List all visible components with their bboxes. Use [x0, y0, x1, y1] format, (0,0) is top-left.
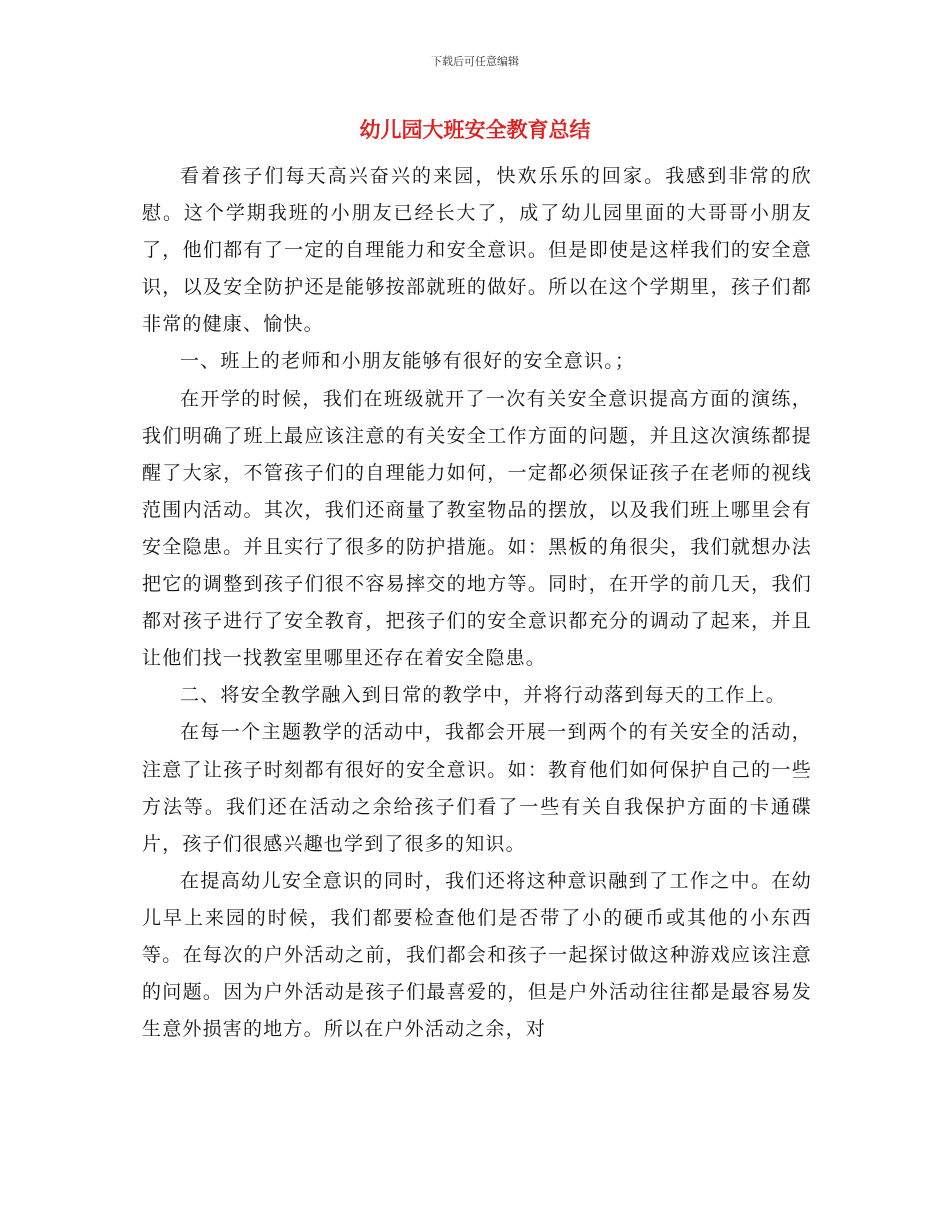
paragraph-section-1-heading: 一、班上的老师和小朋友能够有很好的安全意识。； [180, 350, 636, 373]
page-title: 幼儿园大班安全教育总结 [359, 118, 591, 142]
paragraph-section-1-body: 在开学的时候，我们在班级就开了一次有关安全意识提高方面的演练，我们明确了班上最应该注意的有关安全工作方面的问题，并且这次演练都提醒了大家，不管孩子们的自理能力如何，一定都必须保证孩子在老师的视线范围内活动。其次，我们还商量了教室物品的摆放，以及我们班上哪里会有安全隐患。并且实行了很多的防护措施。如：黑板的角很尖，我们就想办法把它的调整到孩子们很不容易摔交的地方等。同时，在开学的前几天，我们都对孩子进行了安全教育，把孩子们的安全意识都充分的调动了起来，并且让他们找一找教室里哪里还存在着安全隐患。 [142, 387, 812, 670]
paragraph-section-2-body: 在每一个主题教学的活动中，我都会开展一到两个的有关安全的活动，注意了让孩子时刻都有很好的安全意识。如：教育他们如何保护自己的一些方法等。我们还在活动之余给孩子们看了一些有关自我保护方面的卡通碟片，孩子们很感兴趣也学到了很多的知识。 [142, 721, 812, 855]
paragraph-intro: 看着孩子们每天高兴奋兴的来园，快欢乐乐的回家。我感到非常的欣慰。这个学期我班的小朋友已经长大了，成了幼儿园里面的大哥哥小朋友了，他们都有了一定的自理能力和安全意识。但是即使是这样我们的安全意识，以及安全防护还是能够按部就班的做好。所以在这个学期里，孩子们都非常的健康、愉快。 [142, 165, 812, 336]
paragraph-section-2-heading: 二、将安全教学融入到日常的教学中，并将行动落到每天的工作上。 [180, 684, 787, 707]
header-note: 下载后可任意编辑 [431, 55, 519, 68]
paragraph-section-2-body-cont: 在提高幼儿安全意识的同时，我们还将这种意识融到了工作之中。在幼儿早上来园的时候，我们都要检查他们是否带了小的硬币或其他的小东西等。在每次的户外活动之前，我们都会和孩子一起探讨做这种游戏应该注意的问题。因为户外活动是孩子们最喜爱的，但是户外活动往往都是最容易发生意外损害的地方。所以在户外活动之余，对 [142, 869, 812, 1041]
document-body [142, 158, 812, 1048]
